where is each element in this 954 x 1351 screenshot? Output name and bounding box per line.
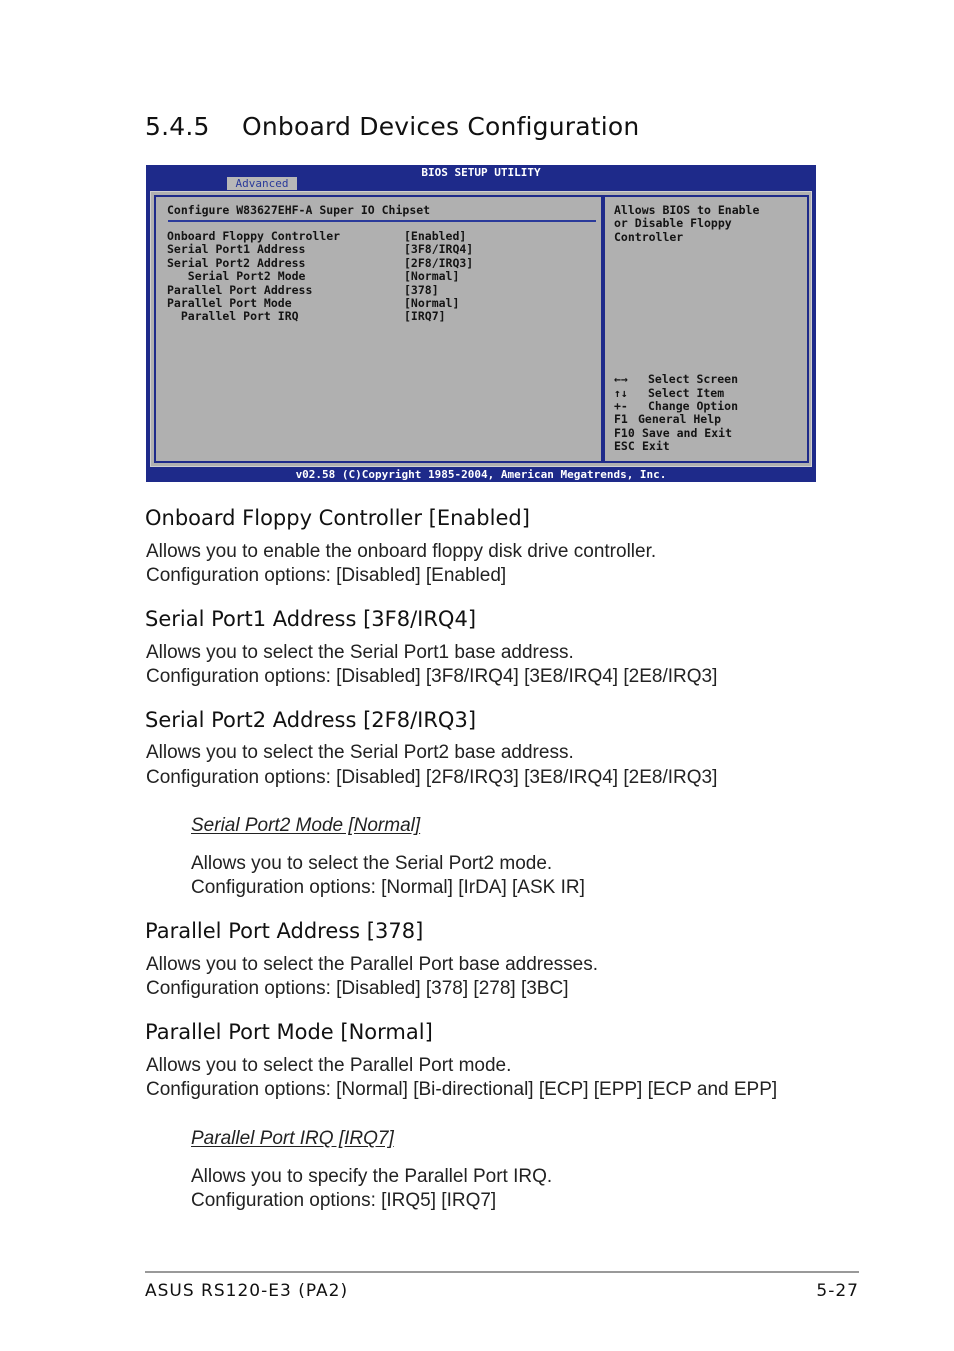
serial1-desc: Allows you to select the Serial Port1 base address. <box>146 642 574 663</box>
footer-page-number: 5-27 <box>816 1281 859 1301</box>
bios-utility-title: BIOS SETUP UTILITY <box>421 166 541 179</box>
bios-item-parallel-addr-label[interactable]: Parallel Port Address <box>167 282 313 297</box>
key-plus-minus: +- <box>614 399 628 413</box>
bios-panel <box>150 191 812 467</box>
bios-item-floppy-label[interactable]: Onboard Floppy Controller <box>167 229 341 243</box>
parallel-irq-desc: Allows you to specify the Parallel Port IRQ. <box>191 1166 553 1187</box>
tab-advanced[interactable]: Advanced <box>227 177 297 190</box>
parallel-address-config: Configuration options: [Disabled] [378] [278] [3BC] <box>146 978 569 999</box>
key-help-change-option: Change Option <box>648 399 739 413</box>
parallel-irq-heading: Parallel Port IRQ [IRQ7] <box>191 1128 394 1149</box>
bios-item-parallel-irq-value[interactable]: [IRQ7] <box>404 309 446 324</box>
bios-settings-pane <box>154 195 603 463</box>
arrow-left-right-icon: ←→ <box>614 372 628 386</box>
serial2-heading: Serial Port2 Address [2F8/IRQ3] <box>145 708 477 732</box>
key-esc: ESC <box>614 439 635 454</box>
bios-item-serial1-label[interactable]: Serial Port1 Address <box>167 242 306 257</box>
section-title-text: Onboard Devices Configuration <box>242 112 640 141</box>
key-help-select-screen: Select Screen <box>648 372 739 386</box>
bios-item-parallel-mode-value[interactable]: [Normal] <box>404 296 460 310</box>
bios-item-serial2-label[interactable]: Serial Port2 Address <box>167 255 306 270</box>
floppy-config: Configuration options: [Disabled] [Enabled] <box>146 565 507 586</box>
floppy-heading: Onboard Floppy Controller [Enabled] <box>145 506 530 530</box>
footer-product: ASUS RS120-E3 (PA2) <box>145 1281 349 1301</box>
bios-screen <box>146 165 816 482</box>
parallel-mode-desc: Allows you to select the Parallel Port mode. <box>146 1055 512 1076</box>
bios-item-parallel-addr-value[interactable]: [378] <box>404 282 439 297</box>
parallel-mode-heading: Parallel Port Mode [Normal] <box>145 1020 433 1044</box>
serial1-config: Configuration options: [Disabled] [3F8/IRQ4] [3E8/IRQ4] [2E8/IRQ3] <box>146 666 718 687</box>
serial2-desc: Allows you to select the Serial Port2 base address. <box>146 742 574 763</box>
key-help-exit: Exit <box>642 439 670 454</box>
bios-item-serial2-mode-label[interactable]: Serial Port2 Mode <box>167 269 306 284</box>
heading-divider <box>168 220 596 222</box>
bios-item-parallel-mode-label[interactable]: Parallel Port Mode <box>167 296 292 310</box>
arrow-up-down-icon: ↑↓ <box>614 386 628 400</box>
key-f1: F1 <box>614 412 628 427</box>
bios-item-parallel-irq-label[interactable]: Parallel Port IRQ <box>167 309 299 324</box>
bios-item-serial2-mode-value[interactable]: [Normal] <box>404 269 460 284</box>
help-line-1: Allows BIOS to Enable <box>614 203 760 217</box>
serial2-mode-config: Configuration options: [Normal] [IrDA] [ASK IR] <box>191 877 585 898</box>
bios-copyright: v02.58 (C)Copyright 1985-2004, American Megatrends, Inc. <box>295 468 667 481</box>
serial2-mode-heading: Serial Port2 Mode [Normal] <box>191 815 421 836</box>
parallel-address-desc: Allows you to select the Parallel Port base addresses. <box>146 954 599 975</box>
key-help-general-help: General Help <box>638 412 722 427</box>
help-line-2: or Disable Floppy <box>614 216 732 231</box>
bios-item-serial1-value[interactable]: [3F8/IRQ4] <box>404 242 474 257</box>
bios-item-serial2-value[interactable]: [2F8/IRQ3] <box>404 255 474 270</box>
key-f10: F10 <box>614 425 635 440</box>
section-number: 5.4.5 <box>145 112 210 141</box>
serial1-heading: Serial Port1 Address [3F8/IRQ4] <box>145 607 477 631</box>
bios-help-pane <box>603 195 809 463</box>
parallel-address-heading: Parallel Port Address [378] <box>145 919 424 943</box>
footer-divider <box>145 1271 859 1273</box>
section-title <box>145 112 639 141</box>
parallel-irq-config: Configuration options: [IRQ5] [IRQ7] <box>191 1190 497 1211</box>
serial2-mode-desc: Allows you to select the Serial Port2 mode. <box>191 853 553 874</box>
serial2-config: Configuration options: [Disabled] [2F8/IRQ3] [3E8/IRQ4] [2E8/IRQ3] <box>146 767 718 788</box>
key-help-save-exit: Save and Exit <box>642 425 733 440</box>
parallel-mode-config: Configuration options: [Normal] [Bi-directional] [ECP] [EPP] [ECP and EPP] <box>146 1079 778 1100</box>
bios-item-floppy-value[interactable]: [Enabled] <box>404 229 467 243</box>
chipset-heading: Configure W83627EHF-A Super IO Chipset <box>167 203 431 217</box>
help-line-3: Controller <box>614 229 684 244</box>
floppy-desc: Allows you to enable the onboard floppy disk drive controller. <box>146 541 657 562</box>
key-help-select-item: Select Item <box>648 386 725 400</box>
